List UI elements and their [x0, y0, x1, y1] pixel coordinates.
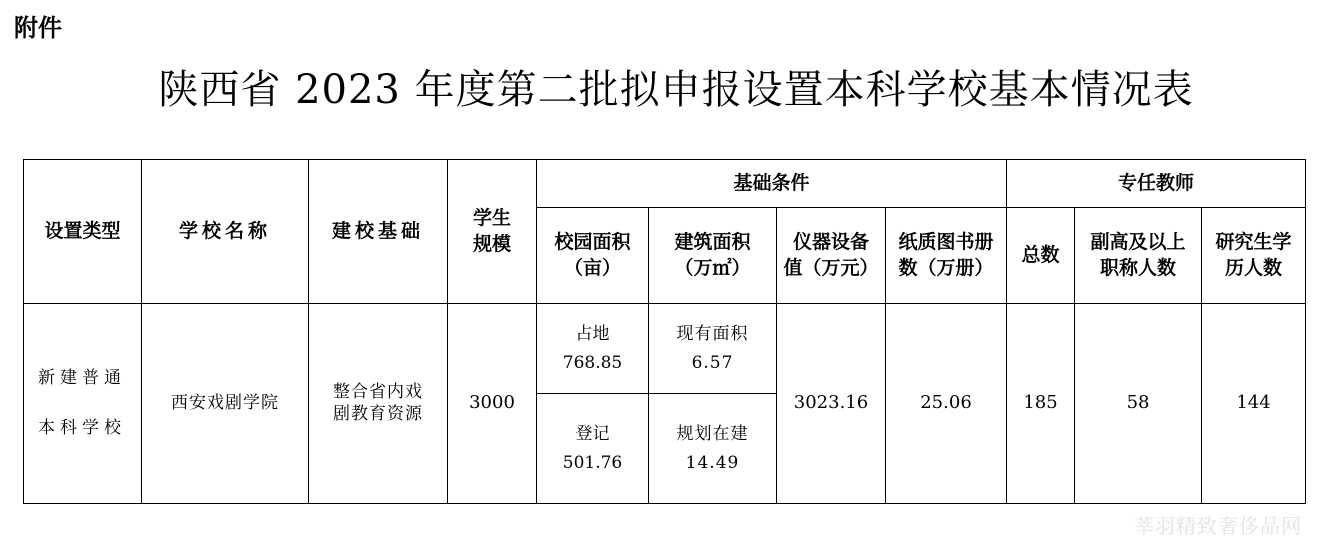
header-equipment-value: 仪器设备 值（万元）: [777, 208, 886, 304]
header-teachers-total: 总数: [1007, 208, 1075, 304]
header-campus-area: 校园面积 （亩）: [537, 208, 649, 304]
header-teachers: 专任教师: [1007, 160, 1306, 208]
cell-campus-occupied: 占地 768.85: [537, 304, 649, 394]
watermark: 莘羽精致奢侈品网: [1134, 514, 1302, 538]
cell-building-existing: 现有面积 6.57: [649, 304, 777, 394]
header-school-name: 学校名称: [142, 160, 309, 304]
header-senior-title: 副高及以上 职称人数: [1075, 208, 1202, 304]
cell-basis: 整合省内戏 剧教育资源: [309, 304, 448, 504]
header-student-scale: 学生 规模: [448, 160, 537, 304]
cell-type: 新建普通 本科学校: [24, 304, 142, 504]
info-table: [23, 159, 1306, 504]
cell-graduate-degree: 144: [1202, 304, 1306, 504]
page-title: 陕西省 2023 年度第二批拟申报设置本科学校基本情况表: [158, 67, 1194, 113]
cell-building-planned: 规划在建 14.49: [649, 394, 777, 504]
cell-book-count: 25.06: [886, 304, 1007, 504]
header-graduate-degree: 研究生学 历人数: [1202, 208, 1306, 304]
cell-student-scale: 3000: [448, 304, 537, 504]
header-basis: 建校基础: [309, 160, 448, 304]
header-book-count: 纸质图书册 数（万册）: [886, 208, 1007, 304]
cell-campus-registered: 登记 501.76: [537, 394, 649, 504]
cell-school-name: 西安戏剧学院: [142, 304, 309, 504]
cell-teachers-total: 185: [1007, 304, 1075, 504]
header-basic-conditions: 基础条件: [537, 160, 1007, 208]
cell-equipment-value: 3023.16: [777, 304, 886, 504]
header-building-area: 建筑面积 （万㎡）: [649, 208, 777, 304]
cell-senior-title: 58: [1075, 304, 1202, 504]
attachment-label: 附件: [14, 14, 62, 42]
header-type: 设置类型: [24, 160, 142, 304]
